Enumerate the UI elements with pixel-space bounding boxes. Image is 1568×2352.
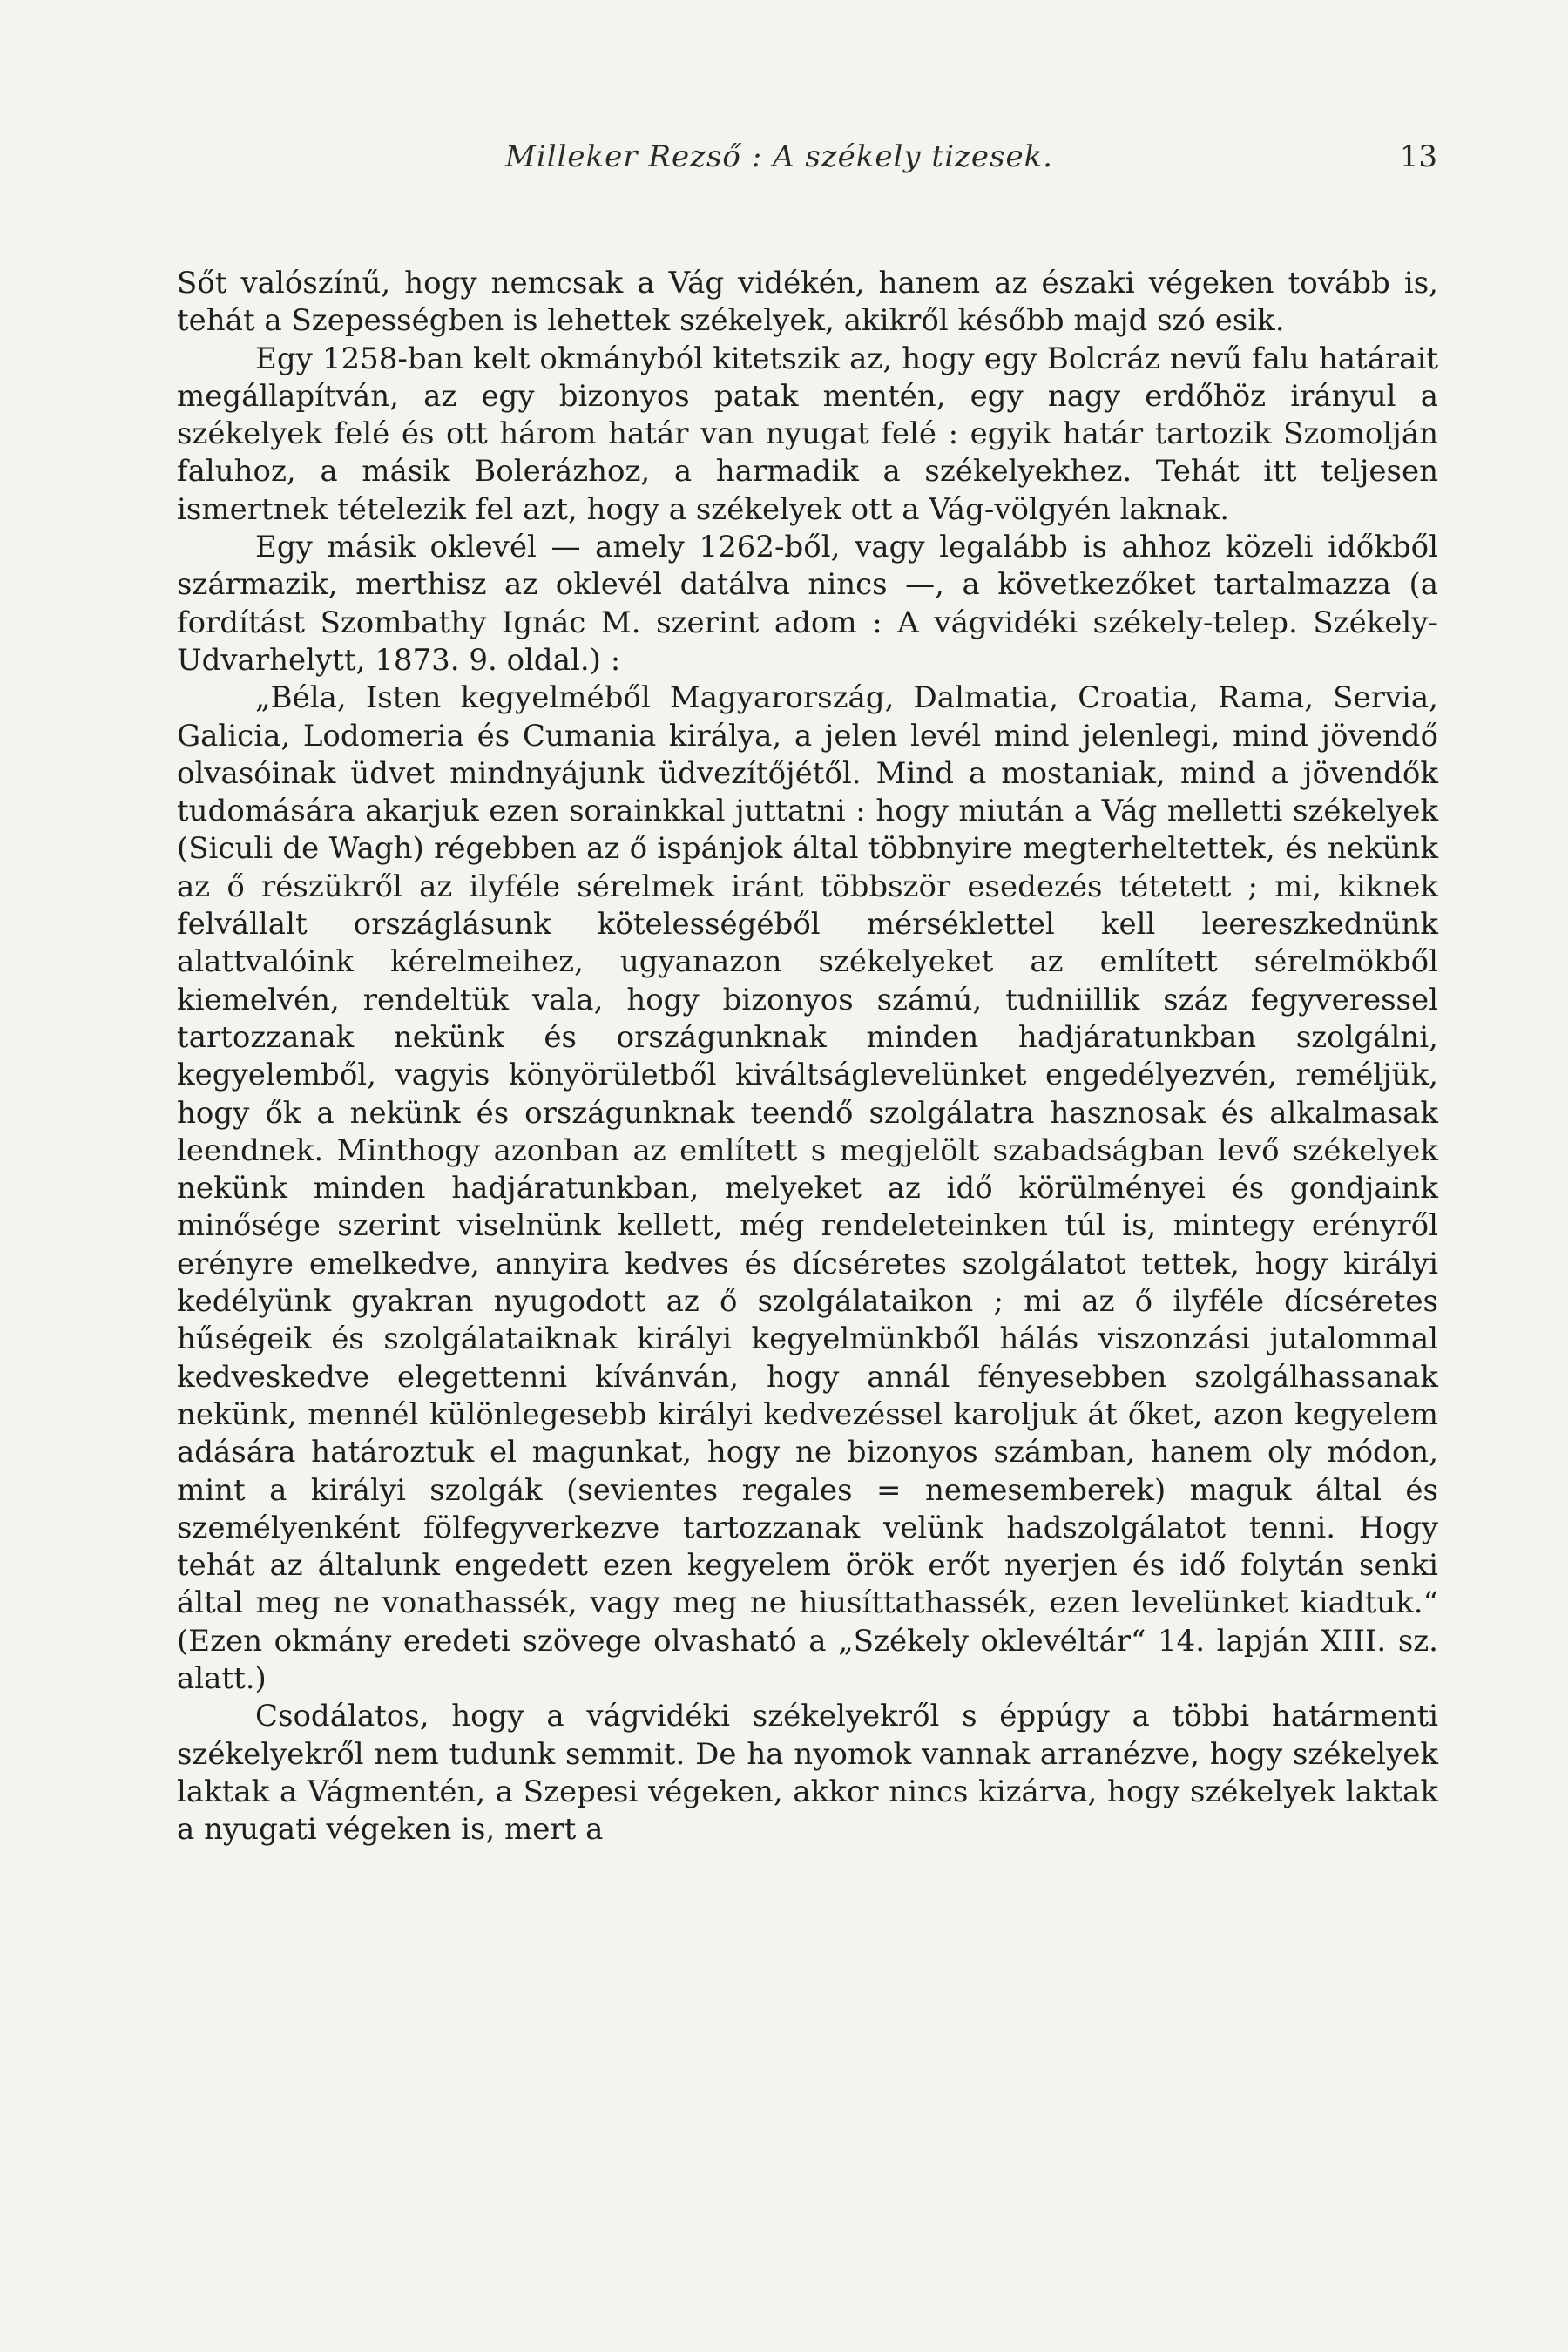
running-head bbox=[174, 139, 1437, 183]
paragraph: Sőt valószínű, hogy nemcsak a Vág vidékén, hanem az északi végeken tovább is, tehát a Szepességben is lehettek székelyek, akikről később majd szó esik. bbox=[177, 266, 1438, 339]
body-text bbox=[177, 265, 1438, 1848]
paragraph: Egy másik oklevél — amely 1262-ből, vagy legalább is ahhoz közeli időkből származik, merthisz az oklevél datálva nincs —, a következőket tartalmazza (a fordítást Szombathy Ignác M. szerint adom : A vágvidéki székely-telep. Székely-Udvarhelytt, 1873. 9. oldal.) : bbox=[177, 530, 1438, 678]
paragraph: Egy 1258-ban kelt okmányból kitetszik az, hogy egy Bolcráz nevű falu határait megállapítván, az egy bizonyos patak mentén, egy nagy erdőhöz irányul a székelyek felé és ott három határ van nyugat felé : egyik határ tartozik Szomolján faluhoz, a másik Bolerázhoz, a harmadik a székelyekhez. Tehát itt teljesen ismertnek tételezik fel azt, hogy a székelyek ott a Vág-völgyén laknak. bbox=[177, 341, 1438, 527]
quoted-charter-paragraph: „Béla, Isten kegyelméből Magyarország, Dalmatia, Croatia, Rama, Servia, Galicia, Lodomeria és Cumania királya, a jelen levél mind jelenlegi, mind jövendő olvasóinak üdvet mindnyájunk üdvezítőjétől. Mind a mostaniak, mind a jövendők tudomására akarjuk ezen sorainkkal juttatni : hogy miután a Vág melletti székelyek (Siculi de Wagh) régebben az ő ispánjok által többnyire megterheltettek, és nekünk az ő részükről az ilyféle sérelmek iránt többször esedezés tétetett ; mi, kiknek felvállalt országlásunk kötelességéből mérséklettel kell leereszkednünk alattvalóink kérelmeihez, ugyanazon székelyeket az említett sérelmökből kiemelvén, rendeltük vala, hogy bizonyos számú, tudniillik száz fegyveressel tartozzanak nekünk és országunknak minden hadjáratunkban szolgálni, kegyelemből, vagyis könyörületből kiváltságlevelünket engedélyezvén, reméljük, hogy ők a nekünk és országunknak teendő szolgálatra hasznosak és alkalmasak leendnek. Minthogy azonban az említett s megjelölt szabadságban levő székelyek nekünk minden hadjáratunkban, melyeket az idő körülményei és gondjaink minősége szerint viselnünk kellett, még rendeleteinken túl is, mintegy erényről erényre emelkedve, annyira kedves és dícséretes szolgálatot tettek, hogy királyi kedélyünk gyakran nyugodott az ő szolgálataikon ; mi az ő ilyféle dícséretes hűségeik és szolgálataiknak királyi kegyelmünkből hálás viszonzási jutalommal kedveskedve elegettenni kívánván, hogy annál fényesebben szolgálhassanak nekünk, mennél különlegesebb királyi kedvezéssel karoljuk át őket, azon kegyelem adására határoztuk el magunkat, hogy ne bizonyos számban, hanem oly módon, mint a királyi szolgák (sevientes regales = nemesemberek) maguk által és személyenként fölfegyverkezve tartozzanak velünk hadszolgálatot tenni. Hogy tehát az általunk engedett ezen kegyelem örök erőt nyerjen és idő folytán senki által meg ne vonathassék, vagy meg ne hiusíttathassék, ezen levelünket kiadtuk.“ (Ezen okmány eredeti szövege olvasható a „Székely oklevéltár“ 14. lapján XIII. sz. alatt.) bbox=[177, 680, 1438, 1696]
paragraph: Csodálatos, hogy a vágvidéki székelyekről s éppúgy a többi határmenti székelyekről nem tudunk semmit. De ha nyomok vannak arranézve, hogy székelyek laktak a Vágmentén, a Szepesi végeken, akkor nincs kizárva, hogy székelyek laktak a nyugati végeken is, mert a bbox=[177, 1699, 1438, 1848]
page-number: 13 bbox=[1399, 139, 1437, 174]
running-title: Milleker Rezső : A székely tizesek. bbox=[505, 139, 1053, 174]
